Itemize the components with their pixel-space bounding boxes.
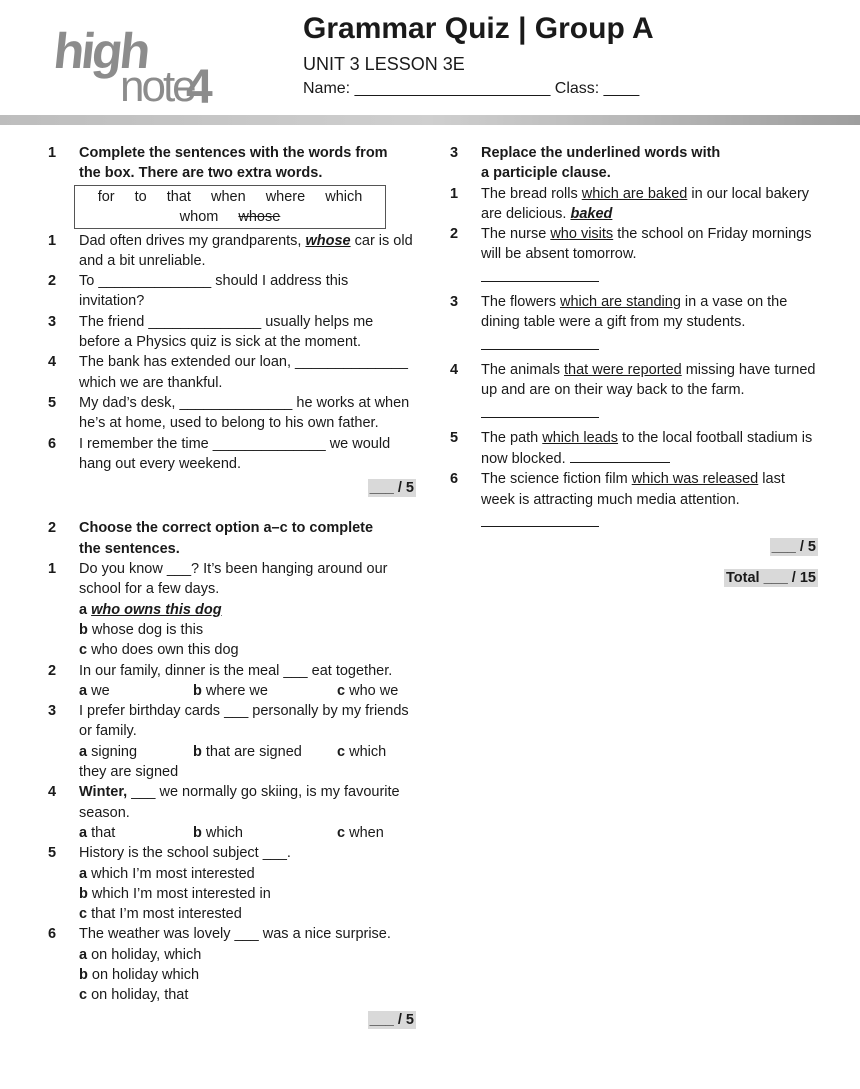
option-c: c which: [337, 743, 387, 760]
option-c: c who does own this dog: [79, 642, 239, 659]
option-c: c that I’m most interested: [79, 906, 242, 923]
underlined-words: which leads: [542, 429, 619, 446]
question-item: 5 History is the school subject ___. a which I’m most interested b which I’m most interested in c that I’m most interested: [48, 843, 416, 924]
section-2-instruction: 2 Choose the correct option a–c to complete the sentences.: [48, 520, 374, 557]
question-item: 2 The nurse who visits the school on Friday mornings will be absent tomorrow.: [450, 224, 818, 288]
section-1-score: ___ / 5: [369, 480, 414, 497]
answer-blank[interactable]: [570, 448, 670, 463]
question-item: 4 The animals that were reported missing have turned up and are on their way back to the farm.: [450, 360, 818, 424]
question-item: 6 The weather was lovely ___ was a nice surprise. a on holiday, which b on holiday which c on holiday, that: [48, 924, 416, 1005]
question-item: 2 To ______________ should I address this invitation?: [48, 273, 349, 310]
question-item: 1 The bread rolls which are baked in our local bakery are delicious. baked: [450, 185, 810, 222]
page-title: Grammar Quiz | Group A: [303, 12, 654, 45]
box-word: to: [134, 188, 147, 205]
logo-number: 4: [186, 61, 213, 114]
box-word-crossed-out: whose: [238, 208, 281, 225]
total-score: Total ___ / 15: [726, 569, 816, 586]
box-word: that: [166, 188, 191, 205]
box-word: whom: [179, 208, 219, 225]
answer-blank[interactable]: [481, 403, 599, 418]
underlined-words: which are standing: [559, 294, 681, 311]
option-b: b where we: [193, 682, 268, 699]
name-class-line: Name: ______________________ Class: ____: [303, 80, 640, 97]
underlined-words: that were reported: [564, 361, 682, 378]
box-word: which: [325, 188, 363, 205]
example-answer: who owns this dog: [91, 601, 222, 618]
underlined-words: which are baked: [581, 185, 688, 202]
right-column: [450, 143, 818, 588]
section-2-score: ___ / 5: [369, 1011, 414, 1028]
option-a: a on holiday, which: [79, 946, 202, 963]
box-word: where: [265, 188, 306, 205]
question-item: 5 My dad’s desk, ______________ he works at when he’s at home, used to belong to his own father.: [48, 394, 410, 432]
underlined-words: which was released: [631, 471, 759, 488]
answer-blank[interactable]: [481, 335, 599, 350]
option-b: b which: [193, 824, 243, 841]
question-item: 3 The flowers which are standing in a vase on the dining table were a gift from my students.: [450, 292, 818, 356]
question-item: 2 In our family, dinner is the meal ___ eat together. a we b where we c who we: [48, 661, 416, 702]
section-3: [450, 143, 818, 588]
high-note-logo: [51, 22, 224, 114]
left-column: [48, 143, 416, 1030]
word-box: [74, 185, 386, 229]
underlined-words: who visits: [550, 226, 614, 243]
option-a: a we: [79, 682, 110, 699]
question-item: 6 The science fiction film which was released last week is attracting much media attention.: [450, 469, 818, 533]
option-b: b on holiday which: [79, 966, 200, 983]
option-c-continued: they are signed: [79, 764, 179, 781]
question-item: 3 The friend ______________ usually helps me before a Physics quiz is sick at the moment.: [48, 313, 374, 351]
question-item: 1 Do you know ___? It’s been hanging around our school for a few days. a who owns this dog b whose dog is this c who does own this dog: [48, 559, 416, 660]
option-c: c who we: [337, 682, 399, 699]
logo-word-note: note: [120, 62, 194, 111]
option-a: a which I’m most interested: [79, 865, 255, 882]
section-2: [48, 518, 416, 1029]
box-word: when: [210, 188, 246, 205]
question-item: 3 I prefer birthday cards ___ personally by my friends or family. a signing b that are signed c which they are signed: [48, 701, 416, 782]
question-item: 4 The bank has extended our loan, ______________ which we are thankful.: [48, 354, 408, 391]
question-item: 4 Winter, ___ we normally go skiing, is my favourite season. a that b which c when: [48, 782, 416, 843]
question-item: 6 I remember the time ______________ we would hang out every weekend.: [48, 435, 391, 472]
section-3-score: ___ / 5: [771, 539, 816, 556]
option-b: b that are signed: [193, 743, 302, 760]
section-1-instruction: 1 Complete the sentences with the words from the box. There are two extra words.: [48, 145, 388, 182]
logo-word-high: high: [51, 23, 151, 79]
option-a: a who owns this dog: [79, 601, 222, 618]
section-1: [48, 143, 416, 498]
header-divider-bar: [0, 115, 860, 125]
question-item: 1 Dad often drives my grandparents, whose car is old and a bit unreliable.: [48, 232, 413, 269]
box-word: for: [97, 188, 115, 205]
option-c: c on holiday, that: [79, 987, 189, 1004]
option-b: b whose dog is this: [79, 621, 204, 638]
section-number: 1: [48, 145, 57, 161]
answer-blank[interactable]: [481, 512, 599, 527]
example-answer: whose: [305, 232, 351, 249]
example-answer: baked: [570, 205, 613, 222]
unit-lesson-label: UNIT 3 LESSON 3E: [303, 54, 465, 74]
option-a: a signing: [79, 743, 138, 760]
section-3-instruction: 3 Replace the underlined words with a participle clause.: [450, 145, 721, 182]
option-b: b which I’m most interested in: [79, 885, 271, 902]
option-a: a that: [79, 824, 116, 841]
question-item: 5 The path which leads to the local football stadium is now blocked.: [450, 429, 813, 468]
answer-blank[interactable]: [481, 267, 599, 282]
option-c: c when: [337, 824, 384, 841]
